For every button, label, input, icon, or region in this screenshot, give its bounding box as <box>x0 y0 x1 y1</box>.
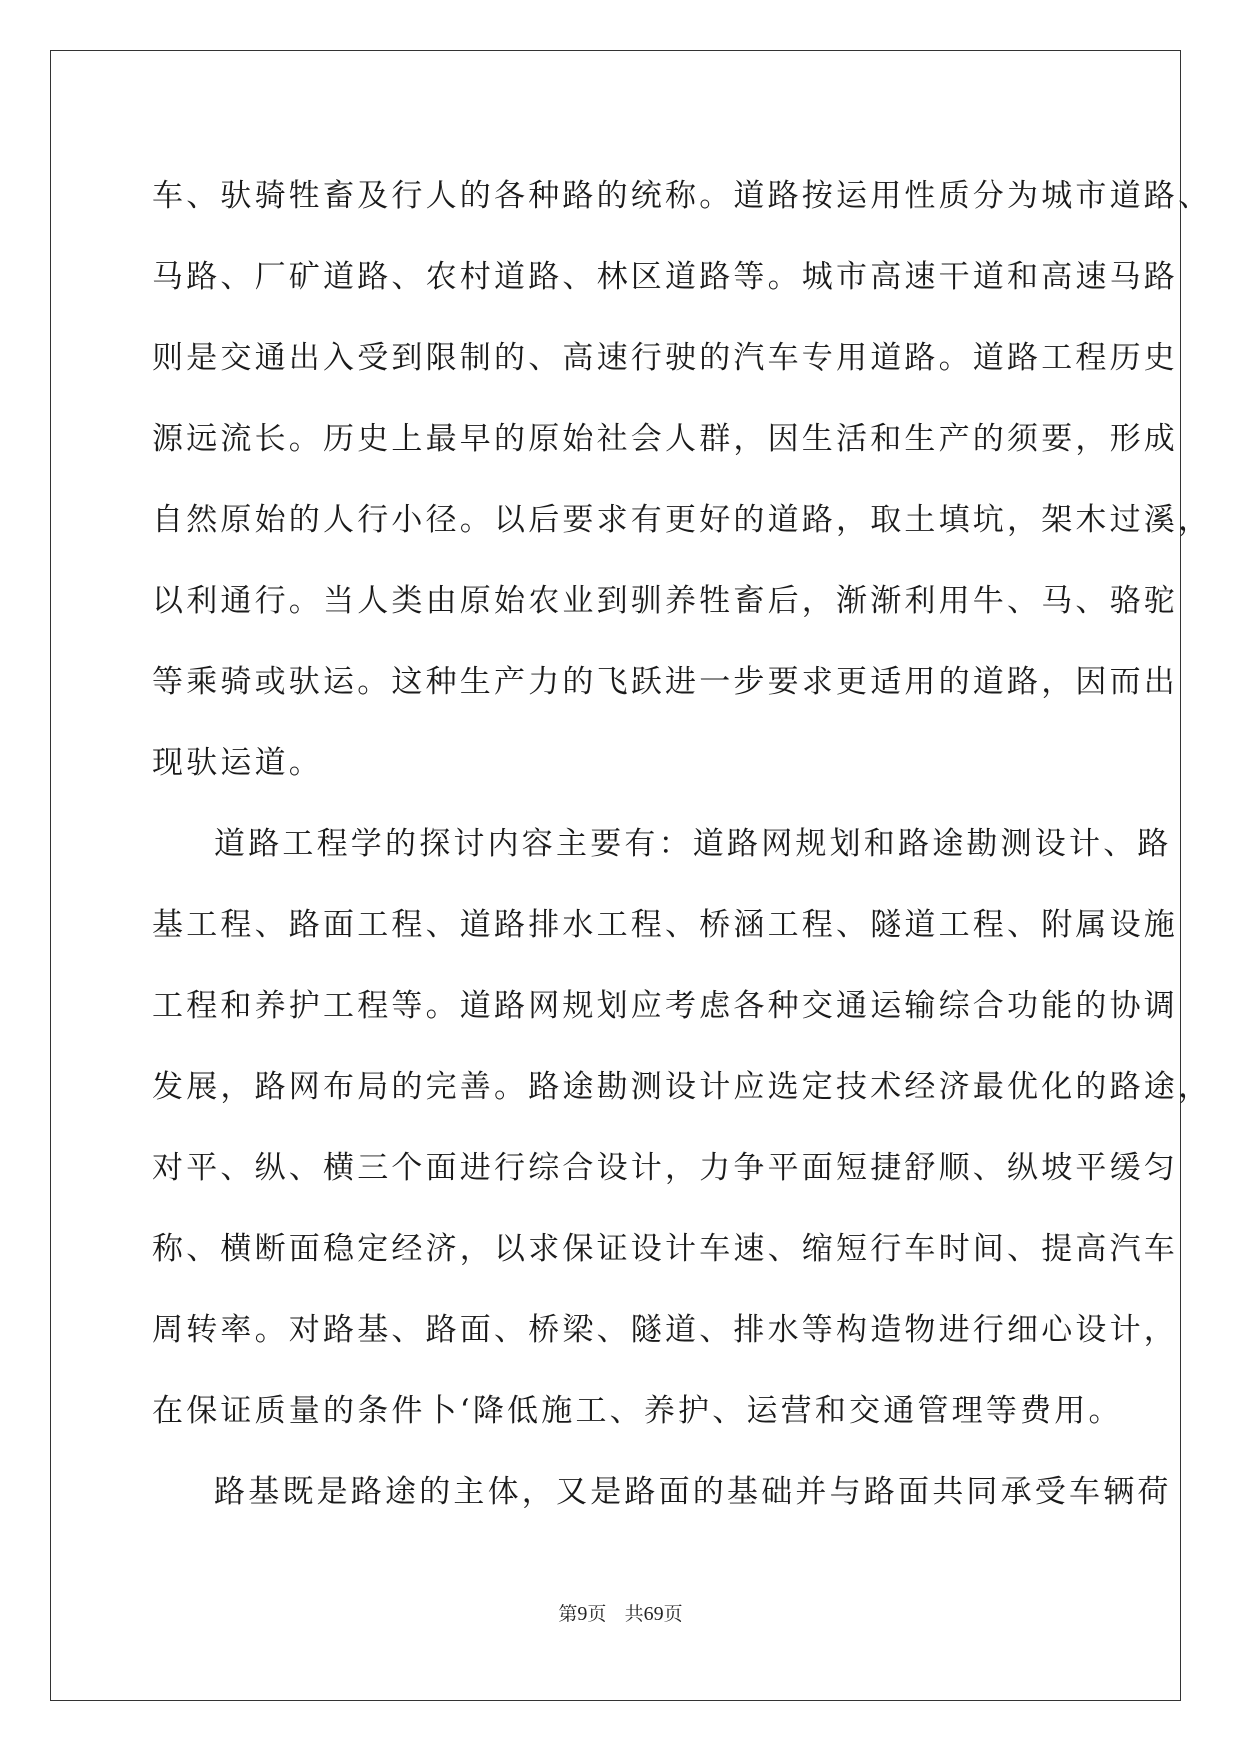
page-footer <box>0 1599 1241 1626</box>
text-line: 基工程、路面工程、道路排水工程、桥涵工程、隧道工程、附属设施 <box>152 907 1178 943</box>
text-line: 称、横断面稳定经济，以求保证设计车速、缩短行车时间、提高汽车 <box>152 1231 1178 1267</box>
text-line: 马路、厂矿道路、农村道路、林区道路等。城市高速干道和高速马路 <box>152 259 1178 295</box>
page-prefix: 第 <box>558 1603 578 1625</box>
total-suffix: 页 <box>663 1603 683 1625</box>
text-line: 等乘骑或驮运。这种生产力的飞跃进一步要求更适用的道路，因而出 <box>152 664 1178 700</box>
paragraph-first-line: 路基既是路途的主体，又是路面的基础并与路面共同承受车辆荷 <box>214 1474 1172 1510</box>
text-line: 周转率。对路基、路面、桥梁、隧道、排水等构造物进行细心设计， <box>152 1312 1178 1348</box>
text-line: 则是交通出入受到限制的、高速行驶的汽车专用道路。道路工程历史 <box>152 340 1178 376</box>
page-number: 9 <box>577 1603 588 1625</box>
text-line: 源远流长。历史上最早的原始社会人群，因生活和生产的须要，形成 <box>152 421 1178 457</box>
text-line: 发展，路网布局的完善。路途勘测设计应选定技术经济最优化的路途， <box>152 1069 1213 1105</box>
total-prefix: 共 <box>624 1603 644 1625</box>
text-line: 以利通行。当人类由原始农业到驯养牲畜后，渐渐利用牛、马、骆驼 <box>152 583 1178 619</box>
text-line: 车、驮骑牲畜及行人的各种路的统称。道路按运用性质分为城市道路、 <box>152 178 1213 214</box>
text-line: 工程和养护工程等。道路网规划应考虑各种交通运输综合功能的协调 <box>152 988 1178 1024</box>
total-pages: 69 <box>643 1603 664 1625</box>
text-line: 对平、纵、横三个面进行综合设计，力争平面短捷舒顺、纵坡平缓匀 <box>152 1150 1178 1186</box>
text-line: 现驮运道。 <box>152 745 323 781</box>
page-suffix: 页 <box>587 1603 607 1625</box>
text-line: 在保证质量的条件卜‘降低施工、养护、运营和交通管理等费用。 <box>152 1393 1123 1429</box>
text-line: 自然原始的人行小径。以后要求有更好的道路，取土填坑，架木过溪， <box>152 502 1213 538</box>
document-body <box>152 156 1213 1533</box>
paragraph-first-line: 道路工程学的探讨内容主要有：道路网规划和路途勘测设计、路 <box>214 826 1172 862</box>
